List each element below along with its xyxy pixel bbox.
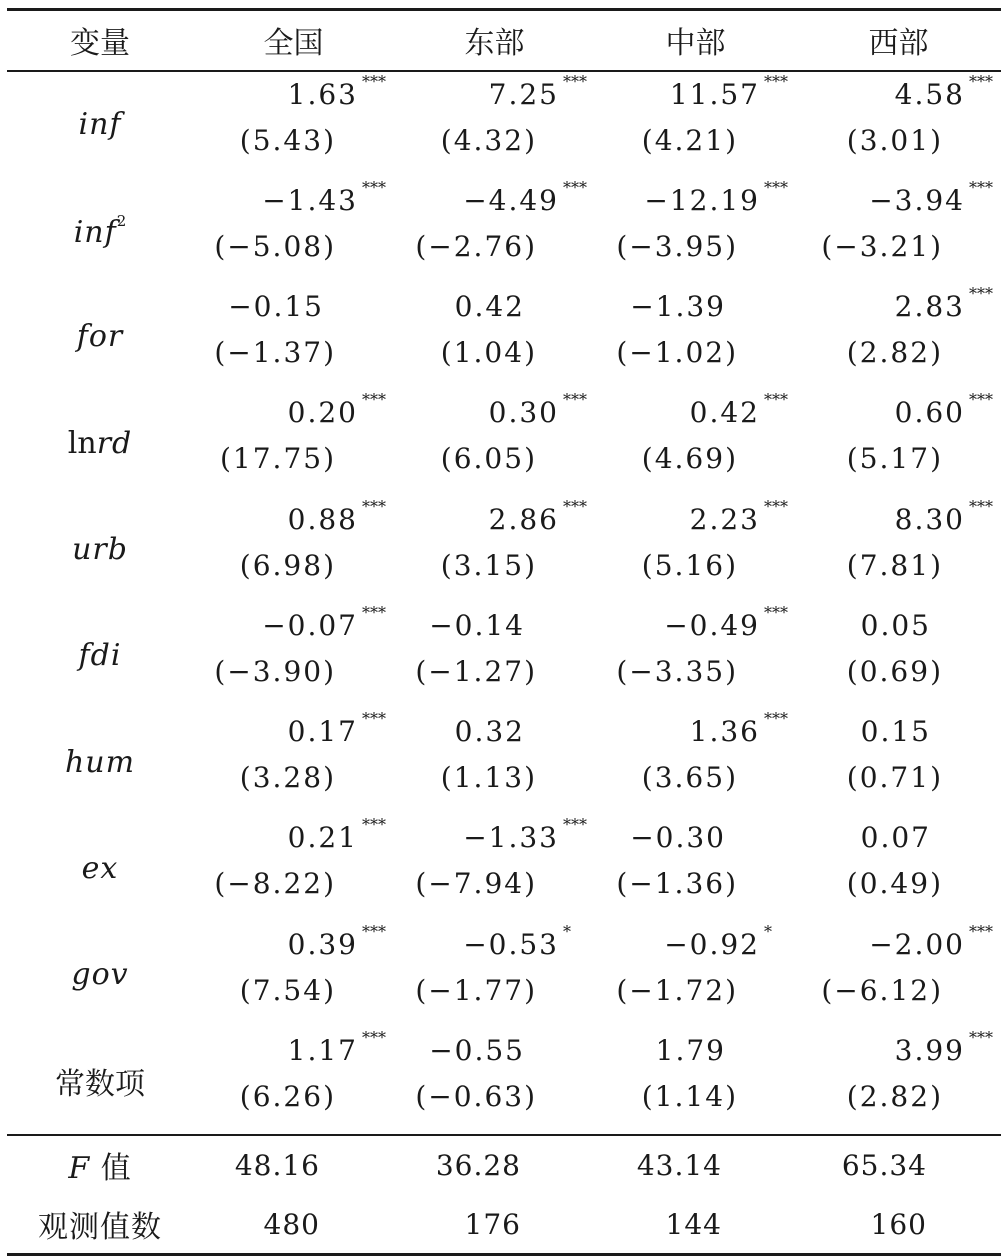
significance-stars: *** [764, 602, 788, 622]
t-statistic: (2.82) [846, 335, 943, 369]
coefficient: −1.39 [630, 289, 726, 323]
regression-table [7, 8, 1001, 1256]
t-statistic: (−0.63) [415, 1079, 537, 1113]
f-value-row [7, 1135, 1001, 1195]
coefficient: 0.17 *** [287, 709, 386, 749]
cell-central [595, 815, 796, 921]
variable-name: urb [72, 532, 128, 568]
table-row [7, 1028, 1001, 1135]
t-statistic: (−3.95) [616, 229, 738, 263]
cell-national [193, 1028, 394, 1135]
variable-name: inf$^2$ [73, 211, 127, 250]
significance-stars: *** [362, 177, 386, 197]
t-statistic: (4.21) [641, 123, 738, 157]
t-statistic: (0.71) [846, 761, 943, 795]
significance-stars: *** [764, 496, 788, 516]
variable-name: inf [78, 107, 122, 142]
significance-stars: *** [764, 390, 788, 410]
cell-national [193, 815, 394, 921]
t-statistic: (−2.76) [415, 229, 537, 263]
significance-stars: *** [563, 390, 587, 410]
significance-stars: *** [362, 71, 386, 91]
significance-stars: *** [563, 815, 587, 835]
cell-national [193, 922, 394, 1028]
coefficient: −3.94 *** [869, 177, 993, 217]
significance-stars: *** [764, 709, 788, 729]
observations-west: 160 [796, 1195, 1001, 1255]
cell-west [796, 390, 1001, 496]
coefficient: 0.88 *** [287, 496, 386, 536]
coefficient: 0.42 [454, 289, 525, 323]
variable-name: gov [71, 957, 129, 993]
t-statistic: (6.98) [239, 548, 336, 582]
table-row [7, 71, 1001, 178]
cell-national [193, 603, 394, 709]
f-value-west: 65.34 [841, 1148, 927, 1182]
observations-row [7, 1195, 1001, 1255]
coefficient: 8.30 *** [894, 496, 993, 536]
cell-west [796, 178, 1001, 284]
coefficient: 0.60 *** [894, 390, 993, 430]
cell-central [595, 390, 796, 496]
coefficient: 0.20 *** [287, 390, 386, 430]
t-statistic: (−1.36) [616, 867, 738, 901]
cell-national [193, 178, 394, 284]
t-statistic: (−1.02) [616, 335, 738, 369]
variable-name: ex [81, 850, 119, 886]
t-statistic: (0.69) [846, 654, 943, 688]
significance-stars: *** [362, 602, 386, 622]
cell-national [193, 284, 394, 390]
significance-stars: *** [563, 496, 587, 516]
t-statistic: (4.32) [440, 123, 537, 157]
cell-east [394, 922, 595, 1028]
t-statistic: (−8.22) [214, 867, 336, 901]
coefficient: −0.30 [630, 821, 726, 855]
coefficient: 4.58 *** [894, 71, 993, 111]
cell-west [796, 71, 1001, 178]
t-statistic: (7.81) [846, 548, 943, 582]
cell-east [394, 1028, 595, 1135]
header-west: 西部 [796, 10, 1001, 71]
significance-stars: *** [969, 177, 993, 197]
coefficient: 0.32 [454, 715, 525, 749]
f-value-central: 43.14 [636, 1148, 722, 1182]
coefficient: 3.99 *** [894, 1027, 993, 1067]
t-statistic: (5.17) [846, 442, 943, 476]
coefficient: −0.49 *** [664, 602, 788, 642]
coefficient: −0.15 [228, 289, 324, 323]
t-statistic: (1.04) [440, 335, 537, 369]
cell-central [595, 922, 796, 1028]
significance-stars: *** [362, 390, 386, 410]
f-value-national: 48.16 [234, 1148, 320, 1182]
table-body [7, 71, 1001, 1135]
coefficient: −2.00 *** [869, 921, 993, 961]
coefficient: 0.39 *** [287, 921, 386, 961]
significance-stars: *** [362, 496, 386, 516]
significance-stars: *** [764, 177, 788, 197]
t-statistic: (−7.94) [415, 867, 537, 901]
cell-central [595, 178, 796, 284]
cell-east [394, 709, 595, 815]
coefficient: 0.30 *** [488, 390, 587, 430]
cell-east [394, 178, 595, 284]
coefficient: −0.55 [429, 1033, 525, 1067]
cell-national [193, 390, 394, 496]
cell-national [193, 709, 394, 815]
header-row [7, 10, 1001, 71]
table-row [7, 603, 1001, 709]
cell-west [796, 1028, 1001, 1135]
t-statistic: (3.65) [641, 761, 738, 795]
t-statistic: (6.26) [239, 1079, 336, 1113]
observations-label: 观测值数 [7, 1195, 193, 1255]
significance-stars: *** [764, 71, 788, 91]
cell-central [595, 71, 796, 178]
cell-east [394, 496, 595, 602]
coefficient: 2.83 *** [894, 283, 993, 323]
coefficient: −4.49 *** [463, 177, 587, 217]
significance-stars: *** [362, 1027, 386, 1047]
cell-central [595, 709, 796, 815]
variable-name: lnrd [67, 425, 133, 461]
t-statistic: (3.15) [440, 548, 537, 582]
cell-central [595, 284, 796, 390]
t-statistic: (1.14) [641, 1079, 738, 1113]
variable-name: 常数项 [7, 1028, 193, 1135]
t-statistic: (5.43) [239, 123, 336, 157]
t-statistic: (0.49) [846, 867, 943, 901]
variable-name: hum [64, 744, 136, 780]
table-row [7, 496, 1001, 602]
coefficient: −12.19 *** [644, 177, 788, 217]
t-statistic: (−3.35) [616, 654, 738, 688]
f-value-east: 36.28 [435, 1148, 521, 1182]
t-statistic: (3.01) [846, 123, 943, 157]
t-statistic: (−1.72) [616, 973, 738, 1007]
cell-east [394, 815, 595, 921]
t-statistic: (6.05) [440, 442, 537, 476]
header-central: 中部 [595, 10, 796, 71]
coefficient: −0.14 [429, 608, 525, 642]
coefficient: 0.15 [860, 715, 931, 749]
significance-stars: * [563, 921, 571, 941]
significance-stars: *** [969, 496, 993, 516]
coefficient: 1.17 *** [287, 1027, 386, 1067]
observations-east: 176 [394, 1195, 595, 1255]
coefficient: 1.63 *** [287, 71, 386, 111]
coefficient: −0.92 * [664, 921, 772, 961]
significance-stars: *** [969, 921, 993, 941]
cell-east [394, 71, 595, 178]
coefficient: 2.86 *** [488, 496, 587, 536]
cell-west [796, 603, 1001, 709]
cell-central [595, 496, 796, 602]
t-statistic: (5.16) [641, 548, 738, 582]
t-statistic: (7.54) [239, 973, 336, 1007]
table-row [7, 922, 1001, 1028]
t-statistic: (−5.08) [214, 229, 336, 263]
cell-central [595, 1028, 796, 1135]
variable-name: for [76, 319, 124, 355]
t-statistic: (1.13) [440, 761, 537, 795]
t-statistic: (17.75) [219, 442, 336, 476]
significance-stars: *** [563, 71, 587, 91]
coefficient: −0.07 *** [262, 602, 386, 642]
coefficient: 0.42 *** [689, 390, 788, 430]
coefficient: 0.05 [860, 608, 931, 642]
header-national: 全国 [193, 10, 394, 71]
t-statistic: (−3.21) [821, 229, 943, 263]
coefficient: 2.23 *** [689, 496, 788, 536]
coefficient: −1.43 *** [262, 177, 386, 217]
cell-east [394, 284, 595, 390]
significance-stars: *** [969, 390, 993, 410]
significance-stars: *** [969, 283, 993, 303]
variable-name: fdi [78, 638, 122, 674]
cell-east [394, 390, 595, 496]
coefficient: −1.33 *** [463, 815, 587, 855]
t-statistic: (−3.90) [214, 654, 336, 688]
cell-national [193, 71, 394, 178]
cell-national [193, 496, 394, 602]
significance-stars: *** [362, 709, 386, 729]
t-statistic: (−1.27) [415, 654, 537, 688]
header-variable: 变量 [7, 10, 193, 71]
table-row [7, 284, 1001, 390]
cell-west [796, 284, 1001, 390]
coefficient: 7.25 *** [488, 71, 587, 111]
table-row [7, 178, 1001, 284]
cell-west [796, 815, 1001, 921]
cell-central [595, 603, 796, 709]
significance-stars: *** [362, 815, 386, 835]
t-statistic: (3.28) [239, 761, 336, 795]
table-row [7, 390, 1001, 496]
header-east: 东部 [394, 10, 595, 71]
coefficient: 11.57 *** [669, 71, 788, 111]
significance-stars: * [764, 921, 772, 941]
table-row [7, 815, 1001, 921]
significance-stars: *** [969, 1027, 993, 1047]
t-statistic: (−6.12) [821, 973, 943, 1007]
t-statistic: (−1.77) [415, 973, 537, 1007]
significance-stars: *** [362, 921, 386, 941]
coefficient: 1.36 *** [689, 709, 788, 749]
significance-stars: *** [969, 71, 993, 91]
coefficient: 1.79 [655, 1033, 726, 1067]
significance-stars: *** [563, 177, 587, 197]
table-row [7, 709, 1001, 815]
cell-east [394, 603, 595, 709]
observations-central: 144 [595, 1195, 796, 1255]
cell-west [796, 709, 1001, 815]
t-statistic: (4.69) [641, 442, 738, 476]
cell-west [796, 922, 1001, 1028]
f-value-label: F 值 [68, 1151, 132, 1187]
t-statistic: (2.82) [846, 1079, 943, 1113]
coefficient: 0.21 *** [287, 815, 386, 855]
cell-west [796, 496, 1001, 602]
t-statistic: (−1.37) [214, 335, 336, 369]
coefficient: 0.07 [860, 821, 931, 855]
coefficient: −0.53 * [463, 921, 571, 961]
observations-national: 480 [193, 1195, 394, 1255]
